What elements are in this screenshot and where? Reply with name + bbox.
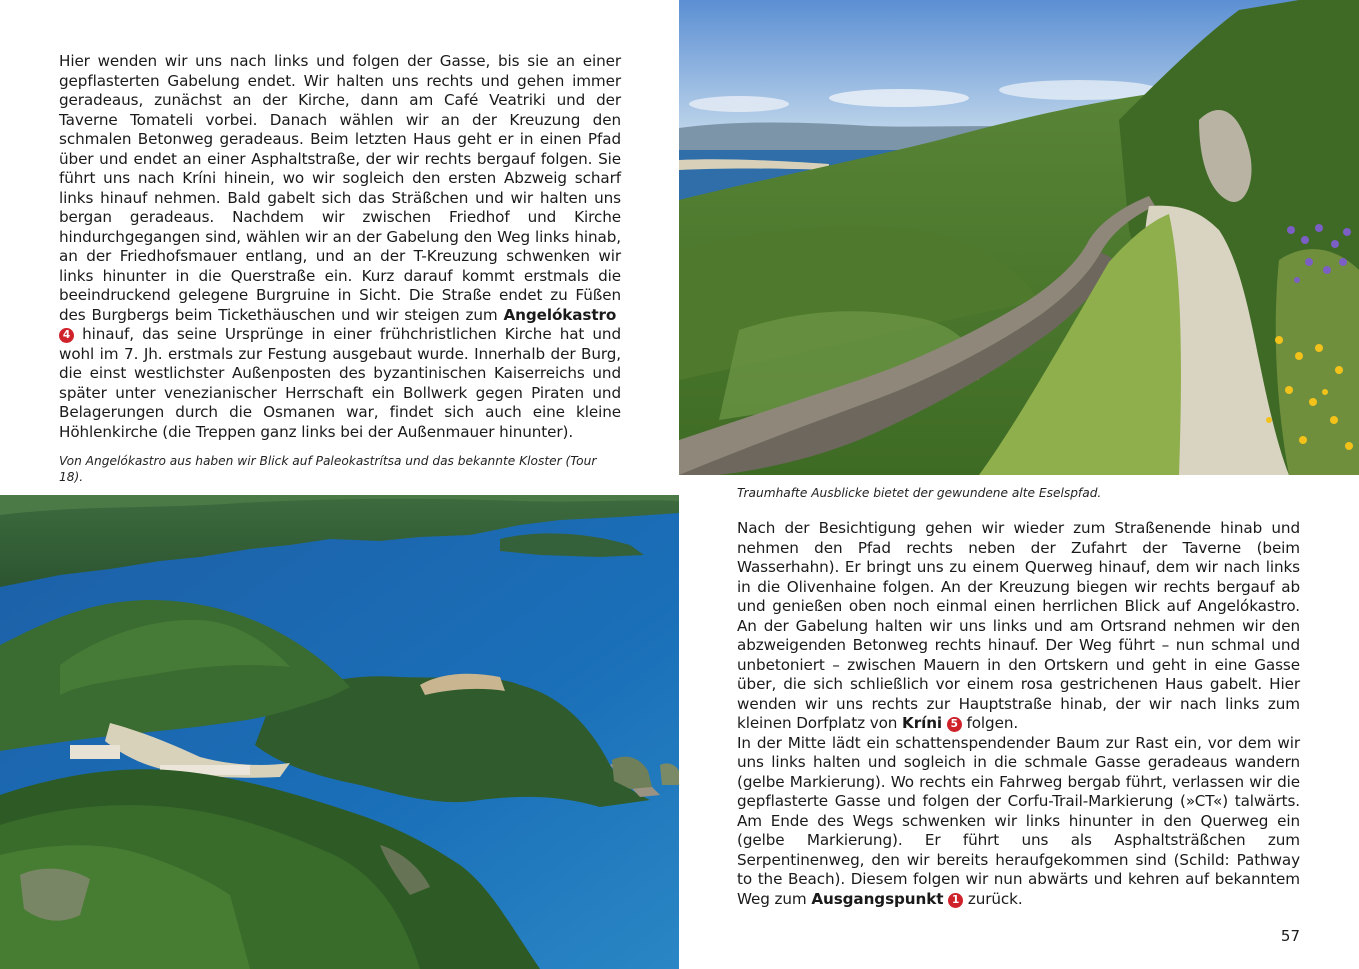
waypoint-marker: 1 — [948, 893, 963, 908]
left-body-text — [59, 52, 621, 442]
right-body-text — [737, 519, 1300, 909]
path-illustration — [679, 0, 1359, 475]
waypoint-marker: 4 — [59, 328, 74, 343]
right-paragraph-2: In der Mitte lädt ein schattenspendender Baum zur Rast ein, vor dem wir uns links halten und sogleich in die schmale Gasse geradeaus wandern (gelbe Markierung). Wo rechts ein Fahrweg bergab führt, verlassen wir die gepflasterte Gasse und folgen der Corfu-Trail-Markierung (»CT«) talwärts. Am Ende des Wegs schwenken wir links hinunter in den Querweg ein (gelbe Markierung). Er führt uns als Asphaltsträßchen zum Serpentinenweg, den wir bereits heraufgekommen sind (Schild: Pathway to the Beach). Diesem folgen wir nun abwärts und kehren auf bekanntem Weg zum Ausgangspunkt 1 zurück. — [737, 733, 1300, 908]
bay-illustration — [0, 495, 679, 969]
left-paragraph: Hier wenden wir uns nach links und folgen der Gasse, bis sie an einer gepflasterten Gabelung endet. Wir halten uns rechts und gehen immer geradeaus, zunächst an der Kirche, dann am Café Veatriki und der Taverne Tomateli vorbei. Danach wählen wir an der Kreuzung den schmalen Betonweg geradeaus. Beim letzten Haus geht er in einen Pfad über und endet an einer Asphaltstraße, der wir rechts bergauf folgen. Sie führt uns nach Kríni hinein, wo wir sogleich den ersten Abzweig scharf links hinauf nehmen. Bald gabelt sich das Sträßchen und wir halten uns bergan geradeaus. Nachdem wir zwischen Friedhof und Kirche hindurchgegangen sind, wählen wir an der Gabelung den Weg links hinab, an der Friedhofsmauer entlang, und an der T-Kreuzung schwenken wir links hinunter in die Querstraße ein. Kurz darauf kommt erstmals die beeindruckend gelegene Burgruine in Sicht. Die Straße endet zu Füßen des Burgbergs beim Tickethäuschen und wir steigen zum Angelókastro 4 hinauf, das seine Ursprünge in einer frühchristlichen Kirche hat und wohl im 7. Jh. erstmals zur Festung ausgebaut wurde. Innerhalb der Burg, die einst westlichster Außenposten des byzantinischen Kaiserreichs und später unter venezianischer Herrschaft ein Bollwerk gegen Piraten und Belagerungen durch die Osmanen war, findet sich auch eine kleine Höhlenkirche (die Treppen ganz links bei der Außenmauer hinunter). — [59, 52, 621, 441]
photo-paleokastritsa-bay — [0, 495, 679, 969]
place-ausgangspunkt: Ausgangspunkt — [811, 889, 944, 908]
photo-caption-left: Von Angelókastro aus haben wir Blick auf Paleokastrítsa und das bekannte Kloster (Tour 18). — [59, 454, 597, 484]
right-paragraph-1: Nach der Besichtigung gehen wir wieder zum Straßenende hinab und nehmen den Pfad rechts neben der Zufahrt der Taverne (beim Wasserhahn). Er bringt uns zu einem Querweg hinauf, dem wir nach links in die Olivenhaine folgen. An der Kreuzung biegen wir rechts bergauf ab und genießen oben noch einmal einen herrlichen Blick auf Angelókastro. An der Gabelung halten wir uns links und am Ortsrand nehmen wir den abzweigenden Betonweg rechts hinauf. Der Weg führt – nun schmal und unbetoniert – zwischen Mauern in den Ortskern und geht in eine Gasse über, die sich schließlich vor einem rosa gestrichenen Haus gabelt. Hier wenden wir uns rechts zur Hauptstraße hinab, der wir nach links zum kleinen Dorfplatz von Kríni 5 folgen. — [737, 519, 1300, 732]
place-krini: Kríni — [902, 714, 943, 732]
page-number: 57 — [1280, 927, 1300, 945]
place-angelokastro: Angelókastro — [503, 305, 617, 324]
photo-donkey-path — [679, 0, 1359, 475]
waypoint-marker: 5 — [947, 717, 962, 732]
photo-caption-right: Traumhafte Ausblicke bietet der gewundene alte Eselspfad. — [737, 486, 1102, 500]
